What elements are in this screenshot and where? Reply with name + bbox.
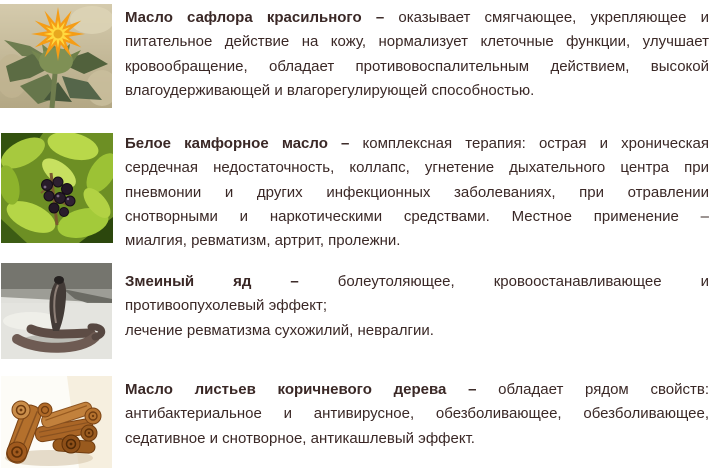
camphor-photo bbox=[1, 133, 113, 243]
entry-text-line bbox=[125, 378, 709, 402]
entry-text-line bbox=[125, 6, 709, 30]
snake-venom-text-block bbox=[125, 270, 709, 343]
entry-text-line: питательное действие на кожу, нормализует клеточные функции, улучшает bbox=[125, 33, 709, 51]
entry-text-line: лечение ревматизма сухожилий, невралгии. bbox=[125, 321, 434, 339]
cobra-image-icon bbox=[1, 263, 112, 359]
entry-lead-text: комплексная терапия: острая и хроническая bbox=[362, 135, 709, 152]
entry-text-line: влагоудерживающей и влагорегулирующей способностью. bbox=[125, 81, 535, 99]
cinnamon-photo bbox=[1, 376, 112, 468]
entry-text-line: сердечная недостаточность, коллапс, угнетение дыхательного центра при bbox=[125, 159, 709, 177]
entry-heading: Змеиный яд – bbox=[125, 273, 299, 290]
entry-text-line: пневмонии и других инфекционных заболеваниях, при отравлении bbox=[125, 183, 709, 201]
entry-heading: Масло листьев коричневого дерева – bbox=[125, 381, 477, 398]
entry-text-line bbox=[125, 132, 709, 156]
entry-lead-text: болеутоляющее, кровоостанавливающее и bbox=[337, 273, 709, 290]
entry-heading: Масло сафлора красильного – bbox=[125, 9, 385, 26]
cinnamon-image-icon bbox=[1, 376, 112, 468]
entry-lead-text: обладает рядом свойств: bbox=[498, 381, 709, 398]
safflower-image-icon bbox=[0, 4, 112, 108]
entry-lead-text: оказывает смягчающее, укрепляющее и bbox=[398, 9, 709, 26]
cinnamon-text-block bbox=[125, 378, 709, 451]
entry-text-line: миалгия, ревматизм, артрит, пролежни. bbox=[125, 232, 401, 250]
cobra-photo bbox=[1, 263, 112, 359]
safflower-photo bbox=[0, 4, 112, 108]
entry-text-line: снотворными и наркотическими средствами. Местное применение – bbox=[125, 207, 709, 225]
entry-text-line: кровообращение, обладает противовоспалительным действием, высокой bbox=[125, 57, 709, 75]
entry-text-line: противоопухолевый эффект; bbox=[125, 297, 328, 315]
safflower-text-block bbox=[125, 6, 709, 103]
entry-text-line bbox=[125, 270, 709, 294]
camphor-image-icon bbox=[1, 133, 113, 243]
entry-text-line: антибактериальное и антивирусное, обезболивающее, обезболивающее, bbox=[125, 405, 709, 423]
camphor-text-block bbox=[125, 132, 709, 253]
entry-heading: Белое камфорное масло – bbox=[125, 135, 350, 152]
entry-text-line: седативное и снотворное, антикашлевый эффект. bbox=[125, 429, 475, 447]
